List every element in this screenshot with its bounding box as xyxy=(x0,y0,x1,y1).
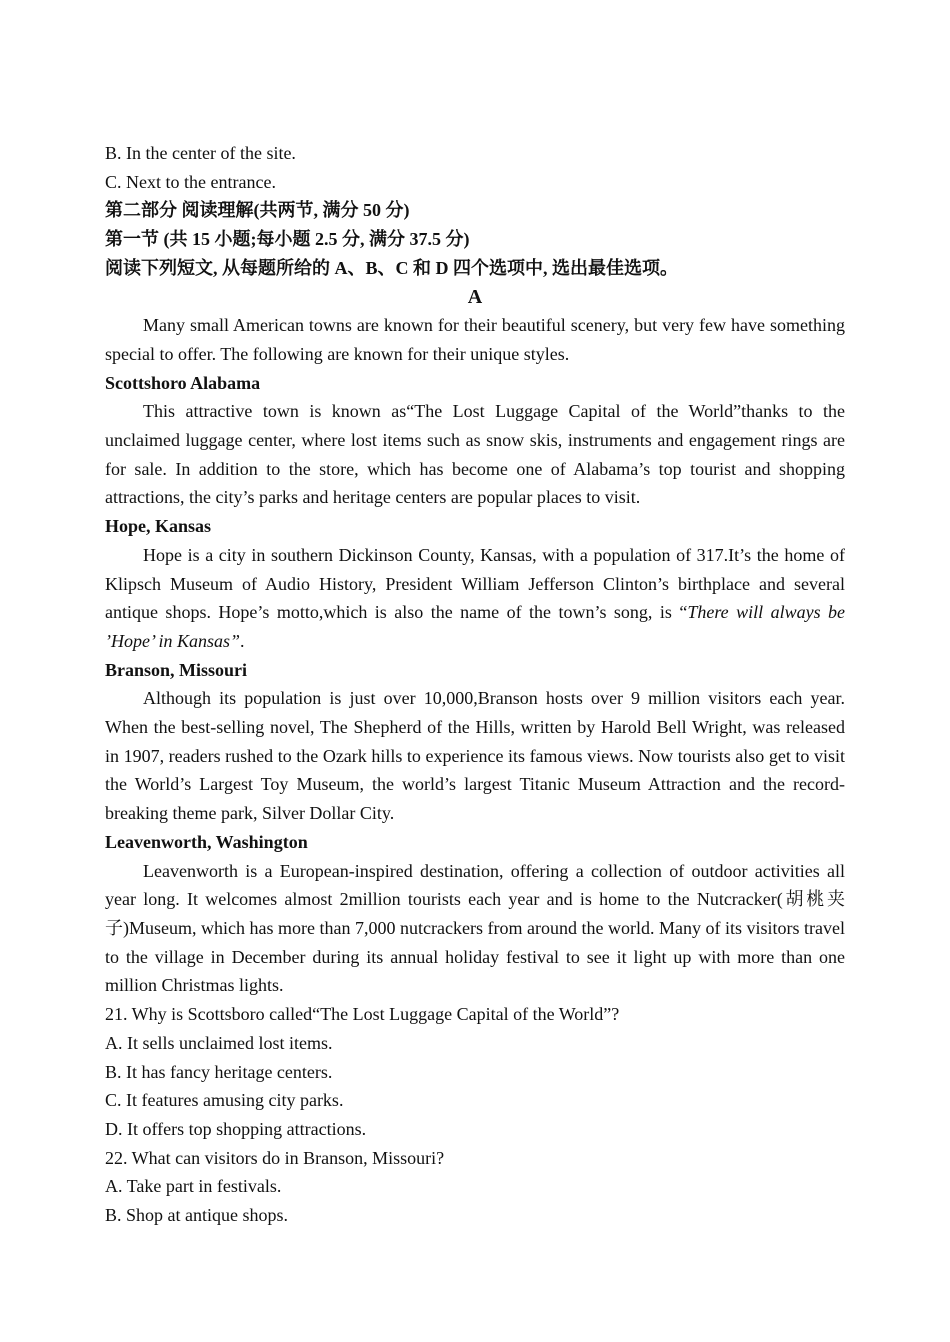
subsection-header: 第一节 (共 15 小题;每小题 2.5 分, 满分 37.5 分) xyxy=(105,229,470,250)
town-text-scottsboro: This attractive town is known as“The Lost Luggage Capital of the World”thanks to the unclaimed luggage center, where lost items such as snow skis, instruments and engagement rings are for sale. In addition to the store, which has become one of Alabama’s top tourist and shopping attractions, the city’s parks and heritage centers are popular places to visit. xyxy=(105,401,845,508)
town-heading-hope: Hope, Kansas xyxy=(105,516,212,537)
town-text-branson: Although its population is just over 10,000,Branson hosts over 9 million visitors each year. When the best-selling novel, The Shepherd of the Hills, written by Harold Bell Wright, was released in 1907, readers rushed to the Ozark hills to experience its famous views. Now tourists also get to visit the World’s Largest Toy Museum, the world’s largest Titanic Museum Attraction and the record-breaking theme park, Silver Dollar City. xyxy=(105,688,845,824)
prev-option-c: C. Next to the entrance. xyxy=(105,171,276,192)
instructions: 阅读下列短文, 从每题所给的 A、B、C 和 D 四个选项中, 选出最佳选项。 xyxy=(105,257,678,278)
town-heading-leavenworth: Leavenworth, Washington xyxy=(105,831,308,852)
exam-page xyxy=(105,139,845,1230)
question-22-stem: 22. What can visitors do in Branson, Missouri? xyxy=(105,1147,445,1168)
town-text-hope xyxy=(105,541,845,656)
hope-motto: There will always be ’Hope’ in Kansas” xyxy=(105,602,846,651)
question-22-option-b: B. Shop at antique shops. xyxy=(105,1205,288,1226)
section-header: 第二部分 阅读理解(共两节, 满分 50 分) xyxy=(105,200,410,221)
prev-option-b: B. In the center of the site. xyxy=(105,143,296,163)
town-text-leavenworth: Leavenworth is a European-inspired destination, offering a collection of outdoor activities all year long. It welcomes almost 2million tourists each year and is home to the Nutcracker(胡桃夹子)Museum, which has more than 7,000 nutcrackers from around the world. Many of its visitors travel to the village in December during its annual holiday festival to see it light up with more than one million Christmas lights. xyxy=(105,860,845,996)
town-heading-scottsboro: Scottshoro Alabama xyxy=(105,372,261,393)
hope-text: Hope is a city in southern Dickinson County, Kansas, with a population of 317.It’s the home of Klipsch Museum of Audio History, President William Jefferson Clinton’s birthplace and several antique shops. Hope’s motto,which is also the name of the town’s song, is “ xyxy=(105,544,845,623)
question-22-option-a: A. Take part in festivals. xyxy=(105,1176,282,1197)
question-21-option-b: B. It has fancy heritage centers. xyxy=(105,1061,333,1082)
passage-label: A xyxy=(467,285,483,308)
passage-intro: Many small American towns are known for their beautiful scenery, but very few have something special to offer. The following are known for their unique styles. xyxy=(105,315,845,364)
town-heading-branson: Branson, Missouri xyxy=(105,659,248,680)
question-21-option-c: C. It features amusing city parks. xyxy=(105,1090,344,1111)
question-21-option-a: A. It sells unclaimed lost items. xyxy=(105,1032,333,1053)
hope-end: . xyxy=(240,630,245,651)
question-21-stem: 21. Why is Scottsboro called“The Lost Luggage Capital of the World”? xyxy=(105,1004,620,1025)
question-21-option-d: D. It offers top shopping attractions. xyxy=(105,1118,367,1139)
